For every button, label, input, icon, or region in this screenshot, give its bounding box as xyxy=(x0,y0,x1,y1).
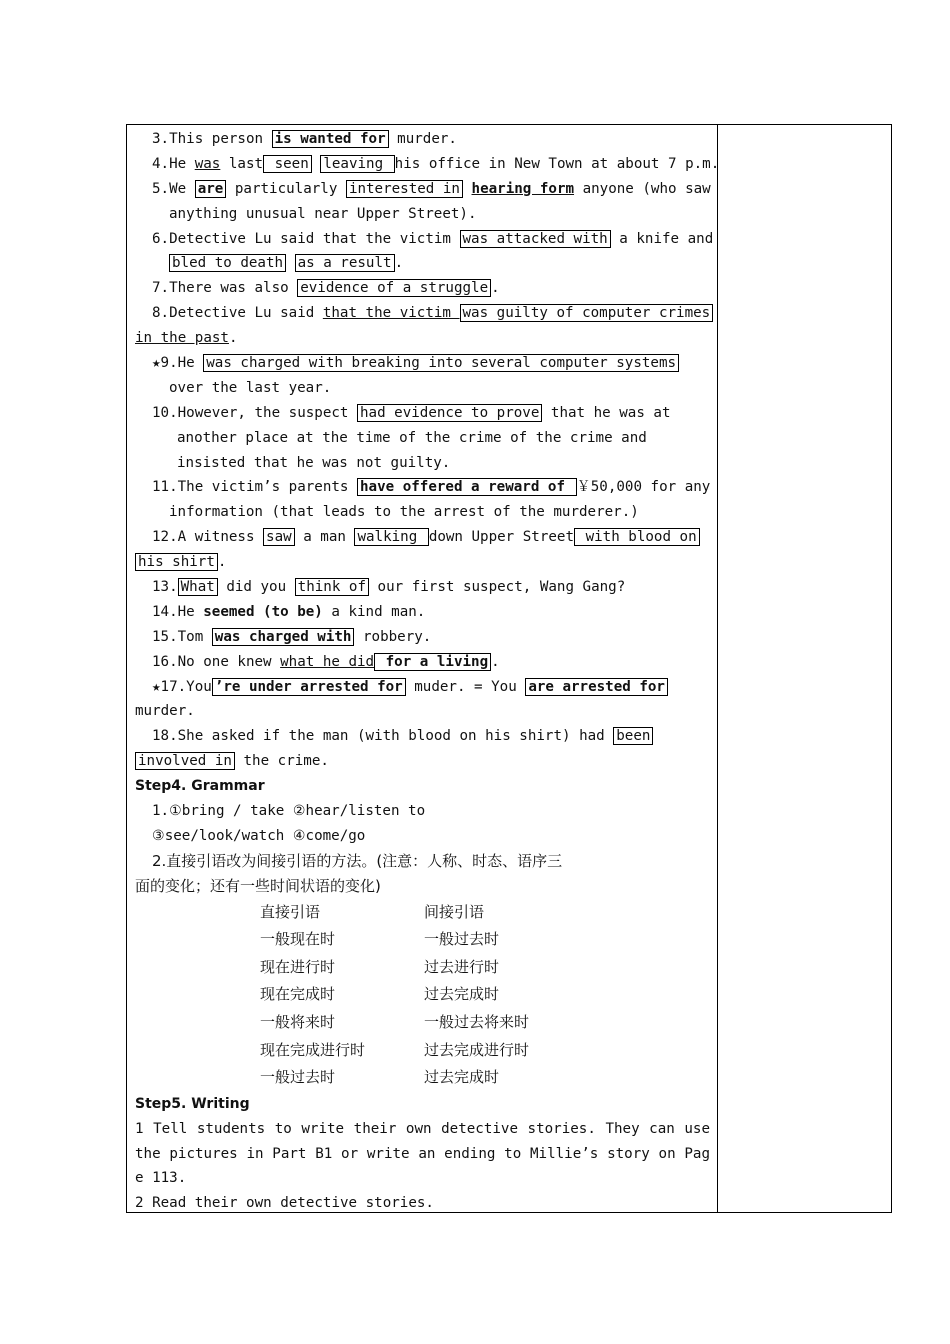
item-14: 14.He seemed (to be) a kind man. xyxy=(152,603,426,620)
answer-box: evidence of a struggle xyxy=(297,279,491,297)
answer-box: as a result xyxy=(295,254,395,272)
step4-heading: Step4. Grammar xyxy=(135,778,265,795)
item-17: ★17.You ’re under arrested for muder. = You are arrested for xyxy=(135,675,710,700)
tense-row: 现在完成进行时 过去完成进行时 xyxy=(260,1040,530,1059)
item-3: 3.This person is wanted for murder. xyxy=(152,131,457,147)
answer-box: was charged with xyxy=(212,628,355,646)
tense-row: 一般过去时 过去完成时 xyxy=(260,1068,500,1087)
answer-box: for a living xyxy=(374,653,491,671)
item-4: 4.He was last seen leaving his office in New Town at about 7 p.m. xyxy=(152,155,720,172)
item-11-cont: information (that leads to the arrest of the murderer.) xyxy=(169,504,639,521)
item-12-cont: his shirt . xyxy=(135,550,710,575)
item-11: 11.The victim’s parents have offered a reward of ￥50,000 for any xyxy=(152,479,711,496)
lesson-table xyxy=(126,124,892,1213)
answer-box: with blood on xyxy=(574,528,700,546)
answer-box: ’re under arrested for xyxy=(212,678,406,696)
answer-box: was charged with breaking into several computer systems xyxy=(203,354,679,372)
answer-box: walking xyxy=(354,528,428,546)
item-9-cont: over the last year. xyxy=(169,379,332,396)
item-12: 12.A witness saw a man walking down Upper Street with blood on xyxy=(135,525,710,550)
item-6: 6.Detective Lu said that the victim was attacked with a knife and xyxy=(152,230,714,247)
answer-box: seen xyxy=(263,155,312,173)
answer-box: think of xyxy=(295,578,369,596)
item-5-cont: anything unusual near Upper Street). xyxy=(169,205,477,222)
tense-row: 现在完成时 过去完成时 xyxy=(260,985,500,1004)
step4-line2: ③see/look/watch ④come/go xyxy=(152,827,366,844)
answer-box: bled to death xyxy=(169,254,286,272)
answer-box: involved in xyxy=(135,752,235,770)
answer-box: is wanted for xyxy=(272,130,389,148)
item-6-cont: bled to death as a result . xyxy=(135,251,710,276)
item-18-cont: involved in the crime. xyxy=(135,749,710,774)
step4-line3: 2.直接引语改为间接引语的方法。(注意：人称、时态、语序三 xyxy=(152,851,563,870)
item-5: 5.We are particularly interested in hearing form anyone (who saw xyxy=(152,180,711,197)
answer-box: have offered a reward of xyxy=(357,478,577,496)
answer-box: was guilty of computer crimes xyxy=(460,304,714,322)
answer-box: been xyxy=(613,727,653,745)
answer-box: interested in xyxy=(346,180,463,198)
step5-line3: e 113. xyxy=(135,1170,187,1187)
item-7: 7.There was also evidence of a struggle . xyxy=(152,280,500,297)
answer-box: What xyxy=(178,578,218,596)
step5-heading: Step5. Writing xyxy=(135,1095,250,1112)
answer-box: saw xyxy=(263,528,295,546)
item-8-cont: in the past. xyxy=(135,330,238,347)
step4-line1: 1.①bring / take ②hear/listen to xyxy=(152,803,426,820)
answer-box: his shirt xyxy=(135,553,218,571)
item-18: 18.She asked if the man (with blood on his shirt) had been xyxy=(135,724,710,749)
tense-row: 一般现在时 一般过去时 xyxy=(260,930,500,949)
item-15: 15.Tom was charged with robbery. xyxy=(152,628,432,645)
answer-box: leaving xyxy=(320,155,394,173)
answer-box: are xyxy=(195,180,227,198)
step5-line2: the pictures in Part B1 or write an ending to Millie’s story on Pag xyxy=(135,1145,710,1162)
step4-line4: 面的变化；还有一些时间状语的变化) xyxy=(135,876,381,895)
item-10: 10.However, the suspect had evidence to prove that he was at xyxy=(152,404,671,421)
main-column xyxy=(135,127,720,1216)
answer-box: was attacked with xyxy=(460,230,611,248)
tense-table xyxy=(135,899,710,1092)
step5-line1: 1 Tell students to write their own detective stories. They can use xyxy=(135,1120,710,1137)
item-10-line3: insisted that he was not guilty. xyxy=(177,454,451,471)
item-9: ★9.He was charged with breaking into several computer systems xyxy=(135,351,710,376)
tense-row: 一般将来时 一般过去将来时 xyxy=(260,1012,530,1031)
item-16: 16.No one knew what he did for a living . xyxy=(152,653,500,670)
tense-row: 现在进行时 过去进行时 xyxy=(260,957,500,976)
item-8: 8.Detective Lu said that the victim was guilty of computer crimes xyxy=(135,301,710,326)
item-10-line2: another place at the time of the crime of the crime and xyxy=(177,429,647,446)
item-13: 13. What did you think of our first suspect, Wang Gang? xyxy=(152,579,626,596)
step5-line4: 2 Read their own detective stories. xyxy=(135,1195,434,1212)
item-17-cont: murder. xyxy=(135,703,195,720)
answer-box: had evidence to prove xyxy=(357,404,542,422)
answer-box: are arrested for xyxy=(525,678,668,696)
tense-row: 直接引语 间接引语 xyxy=(260,902,485,921)
column-divider xyxy=(717,125,718,1212)
